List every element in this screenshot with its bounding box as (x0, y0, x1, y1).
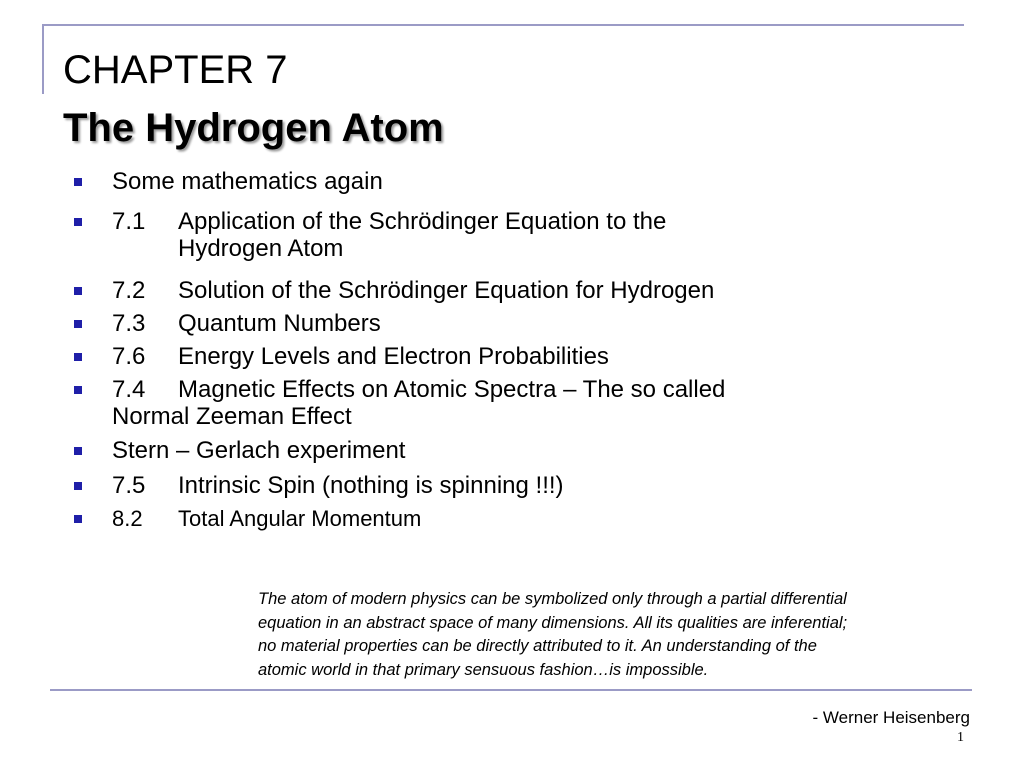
list-item (72, 343, 872, 370)
frame-left-rule (42, 24, 44, 94)
list-item (72, 208, 872, 262)
list-item-continuation: Hydrogen Atom (178, 235, 344, 262)
list-item-text: Quantum Numbers (178, 310, 381, 337)
square-bullet-icon (74, 320, 82, 328)
square-bullet-icon (74, 218, 82, 226)
quote-attribution: - Werner Heisenberg (812, 708, 970, 727)
list-item (72, 376, 872, 430)
list-item (72, 437, 872, 464)
square-bullet-icon (74, 482, 82, 490)
list-item-text: Total Angular Momentum (178, 506, 422, 531)
list-item (72, 310, 872, 337)
list-item (72, 505, 872, 532)
footer-rule (50, 689, 972, 691)
section-number: 7.4 (112, 376, 146, 403)
section-number: 7.1 (112, 208, 146, 235)
list-item-text: Application of the Schrödinger Equation to the (178, 208, 667, 235)
list-item-text: Intrinsic Spin (nothing is spinning !!!) (178, 472, 564, 499)
list-item-text: Magnetic Effects on Atomic Spectra – The so called (178, 376, 726, 403)
frame-top-rule (42, 24, 964, 26)
quote-line: equation in an abstract space of many dimensions. All its qualities are inferential; (258, 613, 848, 632)
square-bullet-icon (74, 515, 82, 523)
section-number: 7.5 (112, 472, 146, 499)
list-item-text: Energy Levels and Electron Probabilities (178, 343, 609, 370)
section-number: 7.2 (112, 277, 146, 304)
list-item-text: Stern – Gerlach experiment (112, 437, 406, 464)
section-number: 8.2 (112, 506, 143, 531)
list-item (72, 277, 872, 304)
square-bullet-icon (74, 287, 82, 295)
quote-line: atomic world in that primary sensuous fashion…is impossible. (258, 660, 709, 679)
heisenberg-quote (258, 588, 978, 682)
topic-list (72, 168, 872, 532)
square-bullet-icon (74, 353, 82, 361)
section-number: 7.3 (112, 310, 146, 337)
list-item (72, 472, 872, 499)
chapter-heading: CHAPTER 7 (63, 48, 288, 92)
square-bullet-icon (74, 447, 82, 455)
quote-line: The atom of modern physics can be symbolized only through a partial differential (258, 590, 847, 608)
quote-line: no material properties can be directly attributed to it. An understanding of the (258, 637, 817, 655)
square-bullet-icon (74, 178, 82, 186)
list-item (72, 168, 872, 195)
page-number: 1 (957, 730, 964, 745)
list-item-continuation: Normal Zeeman Effect (112, 403, 352, 430)
list-item-text: Solution of the Schrödinger Equation for Hydrogen (178, 277, 715, 304)
list-item-text: Some mathematics again (112, 168, 383, 195)
slide-title: The Hydrogen Atom (63, 106, 444, 150)
square-bullet-icon (74, 386, 82, 394)
section-number: 7.6 (112, 343, 146, 370)
